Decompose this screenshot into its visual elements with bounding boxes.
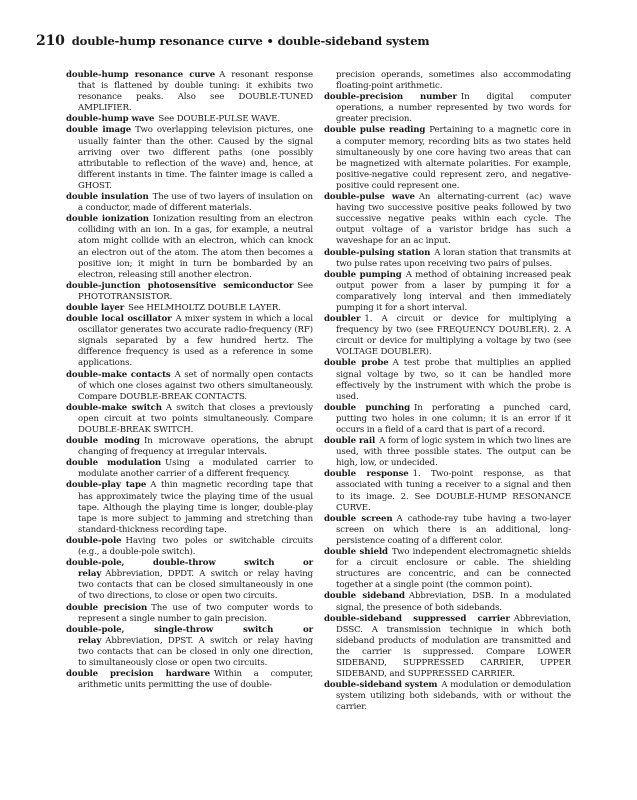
entry-definition: A form of logic system in which two lines are used, with three possible states. The output can be high, low, or undecided. <box>336 436 572 469</box>
entry-term: double image <box>66 125 132 136</box>
entry-term: double-junction photosensitive semiconductor <box>66 280 294 291</box>
dictionary-entry <box>324 125 571 192</box>
entry-term: double insulation <box>66 192 149 203</box>
entry-term: double-hump resonance curve <box>66 70 216 80</box>
entry-definition: In digital computer operations, a number represented by two words for greater precision. <box>336 92 571 125</box>
dictionary-entry <box>66 625 313 669</box>
entry-term: double-make contacts <box>66 369 171 380</box>
dictionary-entry <box>324 514 571 547</box>
entry-term: double-sideband system <box>324 680 438 691</box>
entry-definition: A modulation or demodulation system utilizing both sidebands, with or without the carrier. <box>336 680 571 713</box>
dictionary-entry <box>324 614 571 681</box>
dictionary-entry <box>324 469 571 513</box>
entry-term: double-pole, double-throw switch or relay <box>66 558 313 580</box>
entry-term: double-play tape <box>66 480 147 491</box>
entry-term: double-pulse wave <box>324 192 415 203</box>
dictionary-entry <box>66 214 313 281</box>
entry-definition: Pertaining to a magnetic core in a computer memory, recording bits as two states held simultaneously by one core having two areas that can be magnetized with alternate polarities. For example, positive-negative could represent zero, and negative-positive could represent one. <box>336 125 571 191</box>
entry-term: double pumping <box>324 269 402 280</box>
entry-term: double moding <box>66 436 140 447</box>
dictionary-entry <box>66 403 313 436</box>
entry-definition: See PHOTOTRANSISTOR. <box>78 280 313 302</box>
entry-term: double sideband <box>324 591 405 602</box>
entry-definition: 1. A circuit or device for multiplying a frequency by two (see FREQUENCY DOUBLER). 2. A circuit or device for multiplying a voltage by two (see VOLTAGE DOUBLER). <box>336 314 571 358</box>
page-number: 210 <box>36 33 65 49</box>
dictionary-entry <box>66 125 313 192</box>
dictionary-entry <box>66 314 313 369</box>
entry-term: double-hump wave <box>66 114 155 125</box>
entry-term: double-sideband suppressed carrier <box>324 613 510 624</box>
dictionary-entry <box>66 281 313 303</box>
dictionary-entry <box>66 480 313 535</box>
entry-term: double-pulsing station <box>324 247 431 258</box>
entry-definition: The use of two layers of insulation on a conductor, made of different materials. <box>78 192 313 214</box>
entry-definition: A thin magnetic recording tape that has approximately twice the playing time of the usual tape. Although the playing time is longer, double-play tape is more subject to jamming and stretching than standard-thickness recording tape. <box>78 480 314 535</box>
running-title: double-hump resonance curve • double-sideband system <box>71 34 430 48</box>
dictionary-entry <box>66 370 313 403</box>
entry-term: double local oscillator <box>66 314 172 325</box>
entry-definition: 1. Two-point response, as that associated with tuning a receiver to a signal and then to its image. 2. See DOUBLE-HUMP RESONANCE CURVE. <box>336 469 571 513</box>
dictionary-entry <box>324 680 571 713</box>
entry-definition: See HELMHOLTZ DOUBLE LAYER. <box>128 302 281 313</box>
dictionary-entry <box>324 248 571 270</box>
entry-term: double-pole, single-throw switch or relay <box>66 624 313 646</box>
dictionary-entry <box>324 403 571 436</box>
dictionary-entry <box>66 558 313 602</box>
continuation-text: precision operands, sometimes also accommodating floating-point arithmetic. <box>336 70 571 92</box>
dictionary-entry <box>66 192 313 214</box>
dictionary-entry <box>324 270 571 314</box>
entry-definition: See DOUBLE-PULSE WAVE. <box>158 114 280 125</box>
entry-term: double modulation <box>66 458 162 469</box>
entry-definition: Abbreviation, DSB. In a modulated signal, the presence of both sidebands. <box>336 591 571 613</box>
entry-term: double punching <box>324 402 411 413</box>
entry-definition: A resonant response that is flattened by double tuning: it exhibits two resonance peaks. Also see DOUBLE-TUNED AMPLIFIER. <box>78 70 313 114</box>
entry-definition: A mixer system in which a local oscillator generates two accurate radio-frequency (RF) signals separated by a few hundred hertz. The difference frequency is used as a reference in some applications. <box>78 314 313 369</box>
entry-definition: Two independent electromagnetic shields for a circuit enclosure or cable. The shielding structures are concentric, and can be connected together at a single point (the common point). <box>336 547 571 591</box>
dictionary-entry <box>324 547 571 591</box>
entry-definition: A switch that closes a previously open circuit at two points simultaneously. Compare DOUBLE-BREAK SWITCH. <box>78 402 313 435</box>
dictionary-entry <box>66 70 313 114</box>
entry-definition: Abbreviation, DPDT. A switch or relay having two contacts that can be closed simultaneously in one of two directions, to close or open two circuits. <box>78 569 313 602</box>
dictionary-entry <box>66 114 313 125</box>
entry-definition: Ionization resulting from an electron colliding with an ion. In a gas, for example, a neutral atom might collide with an electron, which can knock an electron out of the atom. The atom then becomes a positive ion; it might in turn be bombarded by an electron, releasing still another electron. <box>78 214 313 280</box>
entry-definition: Within a computer, arithmetic units permitting the use of double- <box>78 669 313 691</box>
entry-term: double precision <box>66 602 148 613</box>
entry-term: double-precision number <box>324 92 457 103</box>
entry-term: double pulse reading <box>324 125 426 136</box>
entry-term: doubler <box>324 314 361 325</box>
entry-definition: Abbreviation, DSSC. A transmission technique in which both sideband products of modulation are transmitted and the carrier is suppressed. Compare LOWER SIDEBAND, SUPPRESSED CARRIER, UPPER SIDEBAND, and SUPPRESSED CARRIER. <box>336 613 571 680</box>
entry-definition: Having two poles or switchable circuits (e.g., a double-pole switch). <box>78 535 313 558</box>
entry-definition: A test probe that multiplies an applied signal voltage by two, so it can be handled more effectively by the instrument with which the probe is used. <box>336 358 571 402</box>
dictionary-entry <box>66 303 313 314</box>
entry-definition: A loran station that transmits at two pulse rates upon receiving two pairs of pulses. <box>336 247 571 269</box>
dictionary-entry <box>66 436 313 458</box>
entry-term: double precision hardware <box>66 669 210 680</box>
entry-term: double ionization <box>66 214 149 225</box>
right-column <box>324 70 571 713</box>
entry-definition: The use of two computer words to represent a single number to gain precision. <box>78 602 313 624</box>
running-header <box>36 33 606 49</box>
dictionary-entry <box>324 314 571 358</box>
dictionary-entry <box>324 92 571 125</box>
entry-definition: In perforating a punched card, putting two holes in one column; it is an error if it occurs in a field of a card that is part of a record. <box>336 402 571 435</box>
entry-term: double response <box>324 469 409 480</box>
dictionary-entry <box>66 603 313 625</box>
entry-term: double shield <box>324 547 388 558</box>
dictionary-entry <box>324 591 571 613</box>
entry-term: double rail <box>324 436 376 447</box>
entry-definition: A set of normally open contacts of which one closes against two others simultaneously. Compare DOUBLE-BREAK CONTACTS. <box>78 369 314 402</box>
entry-definition: Two overlapping television pictures, one usually fainter than the other. Caused by the signal arriving over two different paths (one possibly attributable to reflection of the wave) and, hence, at different instants in time. The fainter image is called a GHOST. <box>78 125 313 191</box>
entry-definition: Using a modulated carrier to modulate another carrier of a different frequency. <box>78 458 314 480</box>
entry-term: double layer <box>66 302 125 313</box>
entry-definition: A method of obtaining increased peak output power from a laser by pumping it for a comparatively long interval and then immediately pumping it for a short interval. <box>336 269 571 313</box>
entry-term: double-make switch <box>66 402 162 413</box>
dictionary-entry <box>66 458 313 480</box>
entry-term: double probe <box>324 358 389 369</box>
left-column <box>66 70 313 691</box>
entry-definition: In microwave operations, the abrupt changing of frequency at irregular intervals. <box>78 436 313 458</box>
entry-term: double screen <box>324 513 393 524</box>
entry-definition: Abbreviation, DPST. A switch or relay having two contacts that can be closed in only one direction, to simultaneously close or open two circuits. <box>78 635 313 668</box>
entry-definition: A cathode-ray tube having a two-layer screen on which there is an additional, long-persistence coating of a different color. <box>336 513 571 546</box>
entry-term: double-pole <box>66 535 122 546</box>
dictionary-entry <box>324 192 571 247</box>
dictionary-entry <box>66 536 313 558</box>
entry-definition: An alternating-current (ac) wave having two successive positive peaks followed by two successive negative peaks within each cycle. The output voltage of a varistor bridge has such a waveshape for an ac input. <box>336 192 571 247</box>
dictionary-entry <box>324 358 571 402</box>
dictionary-entry <box>66 669 313 691</box>
dictionary-entry <box>324 436 571 469</box>
